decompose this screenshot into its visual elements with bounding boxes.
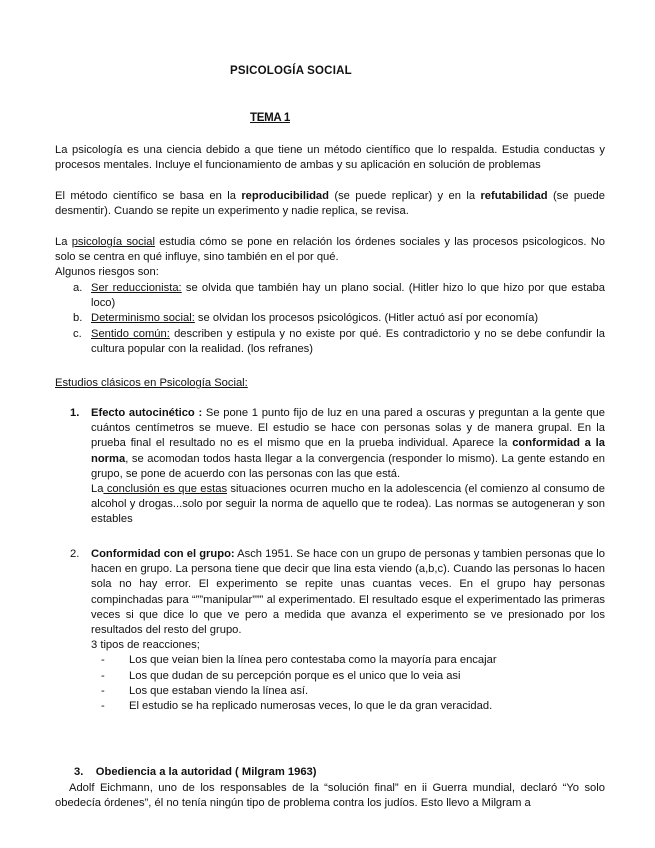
studies-list-2	[55, 547, 605, 714]
reaction-text: Los que estaban viendo la línea así.	[129, 684, 309, 697]
studies-heading	[55, 376, 605, 391]
study-text: Asch 1951. Se hace con un grupo de personas y tambien personas que lo hacen en grupo. La persona tiene que decir que lina esta viendo (a,b,c). Cuando las personas lo hacen sola no hay error. El experimento se repite unas cuantas veces. En el grupo hay personas compinchadas para “””manipular””” al experimentado. El resultado esque el experimentado las primeras veces si que dice lo que ve pero a medida que avanza el experimento se ve presionado por los resultados del resto del grupo.	[91, 548, 605, 637]
reaction-text: El estudio se ha replicado numerosas veces, lo que le da gran veracidad.	[129, 700, 493, 713]
risk-text: se olvidan los procesos psicológicos. (Hitler actuó así por economía)	[194, 312, 539, 325]
study-marker: 3.	[74, 766, 84, 778]
list-item	[55, 327, 605, 357]
risk-text: se olvida que también hay un plano social. (Hitler hizo lo que hizo por que estaba loco)	[91, 282, 605, 310]
method-text-c: (se puede replicar) y en la	[328, 190, 481, 202]
study-item-2	[55, 547, 605, 653]
list-item	[101, 699, 605, 714]
method-paragraph	[55, 189, 605, 219]
risks-intro: Algunos riesgos son:	[55, 266, 159, 279]
study-text-2: , se acomodan todos hasta llegar a la convergencia (responder lo mismo). La gente estando en grupo, se pone de acuerdo con las personas con las que está.	[91, 452, 605, 480]
reaction-text: Los que veian bien la línea pero contestaba como la mayoría para encajar	[129, 654, 497, 667]
reaction-text: Los que dudan de su percepción porque es el unico que lo veia asi	[129, 669, 461, 682]
dash-marker: -	[101, 700, 105, 713]
method-text-e: (se puede desmentir). Cuando se repite un experimento y nadie replica, se revisa.	[55, 190, 605, 218]
risk-term: Determinismo social:	[91, 312, 195, 325]
risks-list	[55, 281, 605, 357]
list-marker: b.	[73, 312, 83, 325]
study-text-3a: La	[91, 483, 104, 496]
studies-heading-text: Estudios clásicos en Psicología Social:	[55, 377, 248, 389]
study-text: Adolf Eichmann, uno de los responsables de la “solución final” en ii Guerra mundial, declaró “Yo solo obedecía órdenes”, él no tenía ningún tipo de problema contra los judíos. Esto llevo a Milgram a	[55, 782, 605, 810]
dash-marker: -	[101, 684, 105, 697]
study-marker: 1.	[70, 407, 80, 419]
term-conformidad-norma: conformidad a la norma	[91, 437, 605, 465]
study-term: Conformidad con el grupo:	[91, 548, 235, 560]
study-marker: 2.	[70, 548, 80, 560]
intro-paragraph	[55, 143, 605, 173]
study-item-3-text	[55, 781, 605, 811]
study-text-1: Se pone 1 punto fijo de luz en una pared a oscuras y preguntan a la gente que cuántos centímetros se mueve. El estudio se hace con personas solas y de manera grupal. En la prueba final el resultado no es el mismo que en la prueba individual. Aparece la	[91, 407, 605, 450]
document-title: PSICOLOGÍA SOCIAL	[230, 65, 352, 77]
social-psych-paragraph	[55, 235, 605, 281]
study-text-3b: situaciones ocurren mucho en la adolescencia (el comienzo al consumo de alcohol y drogas...solo por seguir la norma de aquello que te rodea). Las normas se autogeneran y son estables	[91, 483, 605, 526]
risk-text: describen y estipula y no existe por qué. Es contradictorio y no se debe confundir la cultura popular con la realidad. (los refranes)	[91, 327, 605, 355]
study-conclusion: conclusión es que estas	[103, 483, 228, 496]
list-marker: a.	[73, 282, 83, 294]
dash-marker: -	[101, 669, 105, 682]
term-refutabilidad: refutabilidad	[480, 190, 548, 202]
term-psicologia-social: psicología social	[71, 236, 155, 248]
list-item	[101, 684, 605, 699]
intro-text: La psicología es una ciencia debido a que tiene un método científico que lo respalda. Estudia conductas y procesos mentales. Incluye el funcionamiento de ambas y su aplicación en solución de problemas	[55, 144, 605, 172]
dash-marker: -	[101, 654, 105, 667]
studies-list-1	[55, 406, 605, 528]
study-item-3-heading	[74, 765, 604, 780]
social-text-b: estudia cómo se pone en relación los órdenes sociales y las procesos psicologicos. No solo se centra en qué influye, sino también en el por qué.	[55, 236, 605, 264]
list-marker: c.	[73, 327, 82, 340]
study-item-1	[55, 406, 605, 528]
risk-term: Sentido común:	[91, 327, 170, 340]
list-item	[101, 653, 605, 668]
reactions-intro: 3 tipos de reacciones;	[91, 639, 200, 652]
term-reproducibilidad: reproducibilidad	[241, 190, 329, 202]
study-term: Efecto autocinético :	[91, 407, 203, 419]
list-item	[55, 311, 605, 326]
study-term: Obediencia a la autoridad ( Milgram 1963)	[95, 766, 317, 778]
risk-term: Ser reduccionista:	[91, 282, 182, 294]
reactions-list	[101, 653, 605, 714]
method-text-a: El método científico se basa en la	[55, 190, 242, 202]
list-item	[101, 669, 605, 684]
section-heading-tema: TEMA 1	[250, 112, 290, 124]
list-item	[55, 281, 605, 311]
social-text-a: La	[55, 236, 72, 248]
